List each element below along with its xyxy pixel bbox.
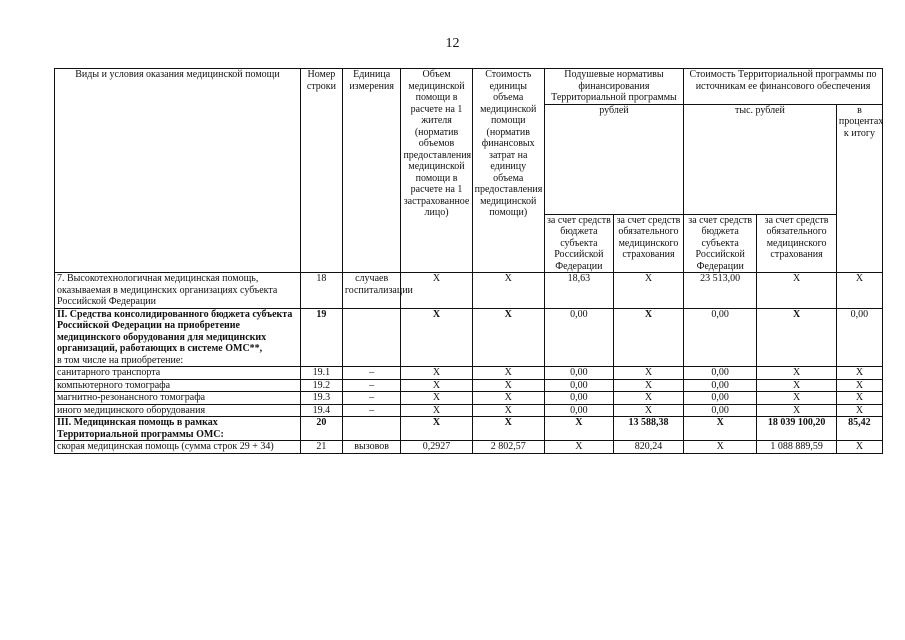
row-cost: X <box>472 367 544 380</box>
header-unit: Единица измерения <box>342 69 401 273</box>
row-unit: – <box>342 379 401 392</box>
row-pct: 0,00 <box>836 308 882 367</box>
row-pc-budget: X <box>544 441 613 454</box>
row-volume: X <box>401 367 472 380</box>
row-name-sub: в том числе на приобретение: <box>57 354 184 366</box>
row-pc-budget: X <box>544 417 613 441</box>
row-c-budget: 0,00 <box>684 404 757 417</box>
table-row <box>55 379 883 392</box>
table-row <box>55 273 883 309</box>
row-pc-oms: X <box>613 379 683 392</box>
header-per-capita: Подушевые нормативы финансирования Территориальной программы <box>544 69 683 105</box>
row-pct: X <box>836 392 882 405</box>
row-volume: X <box>401 379 472 392</box>
row-pc-budget: 18,63 <box>544 273 613 309</box>
row-volume: X <box>401 404 472 417</box>
row-c-oms: X <box>757 273 837 309</box>
row-pct: X <box>836 273 882 309</box>
row-name: 7. Высокотехнологичная медицинская помощь, оказываемая в медицинских организациях субъекта Российской Федерации <box>55 273 301 309</box>
header-per-capita-oms: за счет средств обязательного медицинского страхования <box>613 214 683 273</box>
row-number: 19.1 <box>300 367 342 380</box>
row-pct: X <box>836 379 882 392</box>
row-c-budget: 0,00 <box>684 379 757 392</box>
header-row-number: Номер строки <box>300 69 342 273</box>
row-unit <box>342 308 401 367</box>
header-thousand-rubles: тыс. рублей <box>684 104 837 214</box>
row-cost: 2 802,57 <box>472 441 544 454</box>
row-number: 19.4 <box>300 404 342 417</box>
header-per-capita-budget: за счет средств бюджета субъекта Российской Федерации <box>544 214 613 273</box>
row-number: 19.2 <box>300 379 342 392</box>
row-pct: 85,42 <box>836 417 882 441</box>
row-number: 19.3 <box>300 392 342 405</box>
row-c-budget: 0,00 <box>684 308 757 367</box>
row-unit: – <box>342 404 401 417</box>
row-volume: X <box>401 417 472 441</box>
row-pc-budget: 0,00 <box>544 308 613 367</box>
table-row <box>55 441 883 454</box>
row-pct: X <box>836 441 882 454</box>
row-pc-oms: X <box>613 392 683 405</box>
row-name: компьютерного томографа <box>55 379 301 392</box>
row-pc-budget: 0,00 <box>544 404 613 417</box>
row-pc-oms: X <box>613 308 683 367</box>
row-pc-oms: 13 588,38 <box>613 417 683 441</box>
row-cost: X <box>472 392 544 405</box>
row-volume: X <box>401 273 472 309</box>
row-cost: X <box>472 404 544 417</box>
row-cost: X <box>472 417 544 441</box>
table-header <box>55 69 883 273</box>
header-cost-budget: за счет средств бюджета субъекта Российской Федерации <box>684 214 757 273</box>
row-c-oms: X <box>757 392 837 405</box>
row-volume: 0,2927 <box>401 441 472 454</box>
row-pc-budget: 0,00 <box>544 392 613 405</box>
row-name: иного медицинского оборудования <box>55 404 301 417</box>
row-number: 19 <box>300 308 342 367</box>
table-row <box>55 367 883 380</box>
row-number: 20 <box>300 417 342 441</box>
table-body <box>55 273 883 454</box>
header-cost: Стоимость единицы объема медицинской помощи (норматив финансовых затрат на единицу объема предоставления медицинской помощи) <box>472 69 544 273</box>
row-c-budget: X <box>684 441 757 454</box>
row-c-oms: X <box>757 367 837 380</box>
row-unit: – <box>342 392 401 405</box>
header-volume: Объем медицинской помощи в расчете на 1 жителя (норматив объемов предоставления медицинской помощи в расчете на 1 застрахованное лицо) <box>401 69 472 273</box>
row-cost: X <box>472 308 544 367</box>
table-row <box>55 404 883 417</box>
row-cost: X <box>472 273 544 309</box>
row-c-budget: X <box>684 417 757 441</box>
row-name: скорая медицинская помощь (сумма строк 29 + 34) <box>55 441 301 454</box>
row-number: 18 <box>300 273 342 309</box>
row-pc-budget: 0,00 <box>544 379 613 392</box>
row-pct: X <box>836 367 882 380</box>
table-row <box>55 308 883 367</box>
row-c-oms: X <box>757 404 837 417</box>
row-pct: X <box>836 404 882 417</box>
row-number: 21 <box>300 441 342 454</box>
page-number: 12 <box>445 36 460 51</box>
row-pc-oms: X <box>613 273 683 309</box>
header-rubles: рублей <box>544 104 683 214</box>
row-c-oms: X <box>757 308 837 367</box>
header-percent: в процентах к итогу <box>836 104 882 273</box>
row-name: магнитно-резонансного томографа <box>55 392 301 405</box>
row-name-main: II. Средства консолидированного бюджета субъекта Российской Федерации на приобретение медицинского оборудования для медицинских организаций, работающих в системе ОМС**, <box>57 308 293 354</box>
row-c-oms: 1 088 889,59 <box>757 441 837 454</box>
row-pc-oms: X <box>613 367 683 380</box>
table-row <box>55 392 883 405</box>
row-name: санитарного транспорта <box>55 367 301 380</box>
header-total-cost: Стоимость Территориальной программы по источникам ее финансового обеспечения <box>684 69 883 105</box>
row-c-budget: 0,00 <box>684 367 757 380</box>
table-row <box>55 417 883 441</box>
financing-table <box>54 68 883 454</box>
row-volume: X <box>401 308 472 367</box>
row-name: III. Медицинская помощь в рамках Территориальной программы ОМС: <box>55 417 301 441</box>
row-unit <box>342 417 401 441</box>
row-name <box>55 308 301 367</box>
row-pc-oms: X <box>613 404 683 417</box>
row-cost: X <box>472 379 544 392</box>
header-type-conditions: Виды и условия оказания медицинской помощи <box>55 69 301 273</box>
row-c-budget: 0,00 <box>684 392 757 405</box>
row-pc-budget: 0,00 <box>544 367 613 380</box>
row-pc-oms: 820,24 <box>613 441 683 454</box>
row-volume: X <box>401 392 472 405</box>
row-c-oms: X <box>757 379 837 392</box>
row-unit: случаев госпитализации <box>342 273 401 309</box>
header-cost-oms: за счет средств обязательного медицинского страхования <box>757 214 837 273</box>
row-unit: вызовов <box>342 441 401 454</box>
row-unit: – <box>342 367 401 380</box>
row-c-oms: 18 039 100,20 <box>757 417 837 441</box>
row-c-budget: 23 513,00 <box>684 273 757 309</box>
